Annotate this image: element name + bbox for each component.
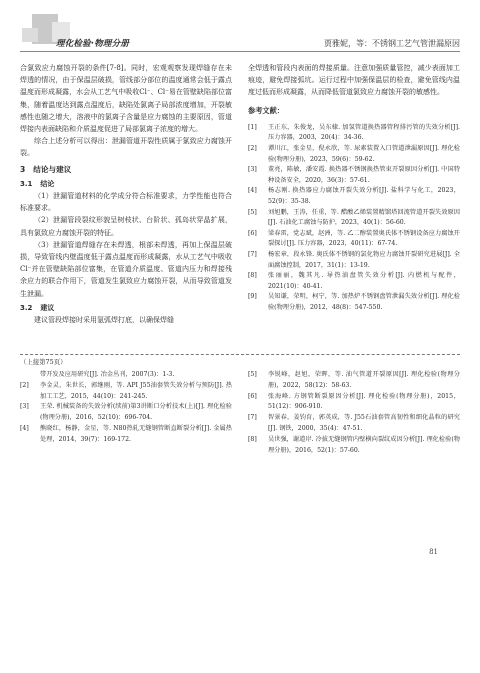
- left-column: [20, 62, 232, 326]
- reference-item: [20, 370, 232, 381]
- conclusion-item: （1）泄漏管道材料的化学成分符合标准要求，力学性能也符合标准要求。: [20, 192, 232, 213]
- paragraph: 全焊透和管段内表面的焊接质量。注意加强质量管控，减少表面加工痕迹，避免焊接弧坑。运行过程中加强保温层的检查，避免管线内温度过低而形成凝露，从而降低管道氯致应力腐蚀开裂的敏感性。: [248, 64, 460, 97]
- reference-number: [2]: [248, 145, 257, 152]
- reference-item: [248, 250, 460, 271]
- reference-item: [248, 123, 460, 144]
- bottom-right-references: [248, 370, 460, 456]
- reference-list: [248, 123, 460, 314]
- reference-text: 谭川江，张金星，倪永欣，等. 尿素装置入口管道泄漏原因[J]. 理化检验(物理分册)，2023，59(6)：59-62.: [268, 145, 460, 163]
- section-divider: [20, 354, 460, 355]
- section-heading: 3 结论与建议: [20, 164, 72, 174]
- reference-item: [248, 435, 460, 457]
- references-title: 参考文献：: [248, 105, 284, 115]
- reference-item: [248, 292, 460, 313]
- reference-text: 智景春，姜钧育，郭英成，等. J55石油套管高韧性和细化晶粒的研究[J]. 钢铁，2000，35(4)：47-51.: [268, 414, 460, 432]
- reference-text: 带开发及应用研究[J]. 冶金丛刊，2007(3)：1-3.: [40, 371, 175, 378]
- reference-text: 王正东，朱俊龙，吴东棣. 加氢管道换热器管程排污管的失效分析[J]. 压力容器，2003，20(4)：34-36.: [268, 123, 460, 142]
- reference-number: [5]: [248, 208, 257, 216]
- reference-text: 熊晓红，杨静，金星，等. N80热轧无缝钢管断直断裂分析[J]. 金属热处理，2014，39(7)：169-172.: [40, 424, 232, 443]
- reference-item: [248, 144, 460, 165]
- reference-text: 李金灵，朱世长，郭继刚，等. API J55油套管失效分析与预防[J]. 热加工工艺，2015，44(10)：241-245.: [40, 381, 232, 400]
- reference-text: 吴世强，谢道岸. 冷拔无缝钢管内壁横向裂纹成因分析[J]. 理化检验(物理分册)，2016，52(1)：57-60.: [268, 435, 460, 454]
- reference-item: [248, 392, 460, 414]
- continued-label: （上接第75页）: [20, 358, 67, 366]
- reference-item: [248, 370, 460, 392]
- subsection-heading: 3.1 结论: [20, 179, 55, 188]
- reference-number: [1]: [248, 123, 257, 131]
- paragraph: 合氯致应力腐蚀开裂的条件[7-8]。同时，宏观观察发现焊缝存在未焊透的情况，由于保温层破损，管线部分部位的温度通常会低于露点温度而形成凝露，水会从工艺气中吸收Cl⁻、Cl⁻易在管壁缺陷部位富集，随着温度达到露点温度后，缺陷处氯离子局部浓度增加，开裂敏感性也随之增大，溶液中的氯离子含量是应力腐蚀的主要原因，管道焊接内表面缺陷和介质温度促进了局部氯离子浓度的增大。: [20, 64, 232, 134]
- reference-number: [3]: [20, 403, 29, 411]
- reference-text: 刘旭鹏，王涛，任重，等. 醋酸乙烯装置精馏塔回流管道开裂失效原因[J]. 石油化工腐蚀与防护，2023，40(1)：56-60.: [268, 208, 460, 227]
- reference-text: 李锐峰，赵旭，荣晖，等. 油气管道开裂原因[J]. 理化检验(物理分册)，2022，58(12)：58-63.: [268, 371, 460, 389]
- reference-number: [5]: [248, 371, 257, 378]
- reference-item: [248, 165, 460, 186]
- reference-number: [7]: [248, 250, 257, 258]
- paragraph: 综合上述分析可以得出：泄漏管道开裂性质属于氯致应力腐蚀开裂。: [20, 137, 232, 158]
- reference-number: [3]: [248, 166, 257, 174]
- reference-number: [4]: [20, 424, 29, 432]
- reference-text: 张丽丽，魏其凡. 导热油盘管失效分析[J]. 内燃机与配件，2021(10)：40-41.: [268, 272, 460, 290]
- reference-item: [20, 381, 232, 403]
- section-label: 理化检验·物理分册: [56, 39, 130, 49]
- reference-number: [8]: [248, 272, 257, 280]
- paragraph: 建议管段焊接时采用氩弧焊打底，以确保焊缝: [34, 316, 174, 325]
- reference-number: [8]: [248, 435, 257, 443]
- reference-text: 王荣. 机械装备的失效分析(续前)第3讲断口分析技术(上)[J]. 理化检验(物理分册)，2016，52(10)：696-704.: [40, 403, 232, 422]
- bottom-left-references: [20, 370, 232, 446]
- reference-text: 梁春雷，党志斌，赵洲，等. 乙二醇装置奥氏体不锈钢设备应力腐蚀开裂探讨[J]. 压力容器，2023，40(11)：67-74.: [268, 229, 460, 248]
- reference-text: 杨宏章，段永锋. 奥氏体不锈钢的氯化物应力腐蚀开裂研究进展[J]. 全面腐蚀控制，2017，31(1)：13-19.: [268, 250, 460, 269]
- conclusion-item: （3）泄漏管道焊缝存在未焊透，根部未焊透，再加上保温层破损，导致管线内壁温度低于露点温度而形成凝露，水从工艺气中吸收Cl⁻并在管壁缺陷部位富集，在管道介质温度、管道内压力和焊接残余应力的联合作用下，管道发生氯致应力腐蚀开裂，从而导致管道发生泄漏。: [20, 240, 232, 298]
- conclusion-item: （2）泄漏管段裂纹形貌呈树枝状、台阶状、孤岛状穿晶扩展，具有氯致应力腐蚀开裂的特征。: [20, 216, 232, 237]
- header-rule: [20, 51, 460, 52]
- reference-text: 吴知谦，荣明，柯宁，等. 加热炉不锈钢盘管泄漏失效分析[J]. 理化检验(物理分册)，2012，48(8)：547-550.: [268, 293, 460, 311]
- reference-item: [248, 271, 460, 292]
- reference-number: [7]: [248, 414, 257, 422]
- reference-number: [9]: [248, 293, 257, 301]
- reference-number: [20, 370, 40, 381]
- reference-number: [6]: [248, 229, 257, 237]
- reference-item: [248, 208, 460, 229]
- reference-text: 董亮，陈敏，潘安霞. 换热器不锈钢换热管束开裂原因分析[J]. 中国特种设备安全，2020，36(3)：57-61.: [268, 166, 460, 184]
- reference-text: 杨志刚. 换热器应力腐蚀开裂失效分析[J]. 盐科学与化工，2023，52(9)：35-38.: [268, 187, 460, 205]
- page-number: 81: [429, 548, 438, 556]
- reference-item: [248, 413, 460, 435]
- reference-number: [2]: [20, 381, 29, 389]
- reference-number: [6]: [248, 392, 257, 400]
- running-title: 贾雅妮，等：不锈钢工艺气管泄漏原因: [324, 39, 460, 48]
- reference-item: [248, 186, 460, 207]
- reference-number: [4]: [248, 187, 257, 195]
- reference-item: [20, 424, 232, 446]
- reference-item: [248, 229, 460, 250]
- right-column: [248, 62, 460, 314]
- reference-item: [20, 402, 232, 424]
- reference-text: 张海峰. 方钢管断裂原因分析[J]. 理化检验(物理分册)，2015，51(12)：906-910.: [268, 392, 460, 411]
- subsection-heading: 3.2 建议: [20, 303, 55, 312]
- page-header: [0, 0, 480, 60]
